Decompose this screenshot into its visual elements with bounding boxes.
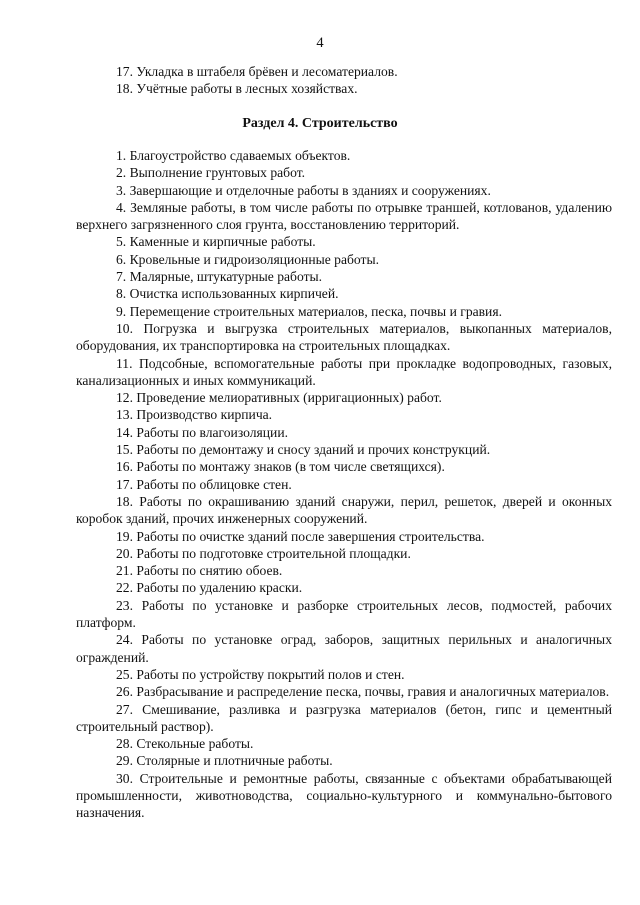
list-item: 3. Завершающие и отделочные работы в зданиях и сооружениях. (116, 182, 491, 198)
list-item: 25. Работы по устройству покрытий полов и стен. (116, 666, 405, 682)
list-item: 15. Работы по демонтажу и сносу зданий и прочих конструкций. (116, 442, 491, 458)
list-item: 30. Строительные и ремонтные работы, связанные с объектами обрабатывающей промышленности, животноводства, социально-культурного и коммунально-бытового назначения. (76, 770, 612, 821)
list-item: 29. Столярные и плотничные работы. (116, 753, 333, 769)
list-item: 11. Подсобные, вспомогательные работы при прокладке водопроводных, газовых, канализационных и иных коммуникаций. (76, 355, 612, 388)
list-item: 23. Работы по установке и разборке строительных лесов, подмостей, рабочих платформ. (76, 597, 612, 631)
list-item: 4. Земляные работы, в том числе работы по отрывке траншей, котлованов, удалению верхнего загрязненного слоя грунта, восстановлению территорий. (76, 199, 612, 233)
list-item: 24. Работы по установке оград, заборов, защитных перильных и аналогичных ограждений. (76, 632, 612, 665)
list-item: 6. Кровельные и гидроизоляционные работы. (116, 251, 380, 267)
list-item: 14. Работы по влагоизоляции. (116, 424, 288, 440)
list-item: 18. Работы по окрашиванию зданий снаружи, перил, решеток, дверей и оконных коробок зданий, прочих инженерных сооружений. (76, 493, 612, 527)
list-item: 19. Работы по очистке зданий после завершения строительства. (116, 528, 485, 544)
list-item: 5. Каменные и кирпичные работы. (116, 234, 316, 250)
list-item: 18. Учётные работы в лесных хозяйствах. (116, 81, 358, 97)
list-item: 12. Проведение мелиоративных (ирригационных) работ. (116, 390, 442, 406)
section-heading: Раздел 4. Строительство (242, 116, 398, 131)
list-item: 8. Очистка использованных кирпичей. (116, 286, 339, 302)
list-item: 17. Работы по облицовке стен. (116, 476, 292, 492)
list-item: 10. Погрузка и выгрузка строительных материалов, выкопанных материалов, оборудования, их транспортировка на строительных площадках. (76, 320, 612, 354)
list-item: 7. Малярные, штукатурные работы. (116, 269, 323, 285)
list-item: 28. Стекольные работы. (116, 736, 254, 752)
list-item: 2. Выполнение грунтовых работ. (116, 165, 306, 181)
list-item: 1. Благоустройство сдаваемых объектов. (116, 148, 351, 163)
list-item: 13. Производство кирпича. (116, 407, 273, 423)
list-item: 9. Перемещение строительных материалов, песка, почвы и гравия. (116, 303, 502, 319)
top-items-list (76, 63, 612, 98)
list-item: 26. Разбрасывание и распределение песка, почвы, гравия и аналогичных материалов. (116, 684, 610, 700)
construction-items-list (76, 147, 612, 822)
list-item: 21. Работы по снятию обоев. (116, 563, 283, 579)
list-item: 17. Укладка в штабеля брёвен и лесоматериалов. (116, 64, 398, 79)
page-number: 4 (316, 35, 324, 51)
list-item: 16. Работы по монтажу знаков (в том числе светящихся). (116, 459, 445, 475)
list-item: 20. Работы по подготовке строительной площадки. (116, 545, 411, 561)
list-item: 22. Работы по удалению краски. (116, 580, 303, 596)
list-item: 27. Смешивание, разливка и разгрузка материалов (бетон, гипс и цементный строительный раствор). (76, 701, 612, 734)
